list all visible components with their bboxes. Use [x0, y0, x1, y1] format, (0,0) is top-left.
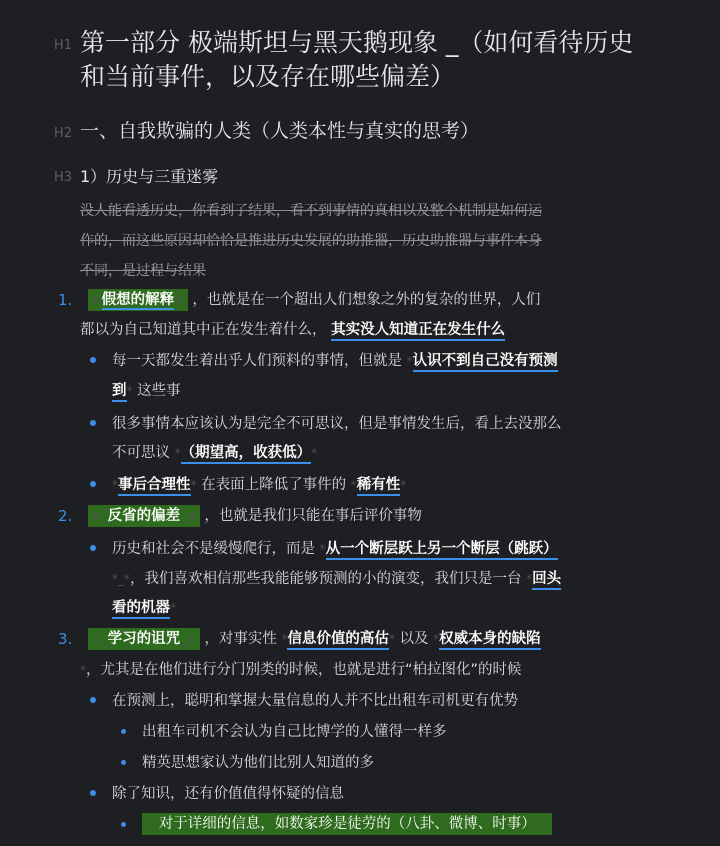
underlined-text: 信息价值的高估: [287, 631, 389, 650]
list-number-3: 3.: [58, 630, 73, 648]
sub-bullet-item[interactable]: 出租车司机不会认为自己比博学的人懂得一样多: [142, 724, 447, 740]
highlighted-term: ::_反省的偏差_::: [88, 505, 200, 527]
bullet-item-continuation[interactable]: 不可思议 *（期望高，收获低）*: [112, 442, 317, 464]
highlighted-term: ::_学习的诅咒_::: [88, 628, 200, 650]
list-item-3-line-2[interactable]: *，尤其是在他们进行分门别类的时候，也就是进行“柏拉图化”的时候: [80, 662, 522, 678]
bullet-icon: [90, 697, 96, 703]
bullet-icon: [90, 420, 96, 426]
heading-3[interactable]: 1）历史与三重迷雾: [80, 167, 219, 186]
h3-marker: H3: [54, 170, 73, 185]
bullet-item[interactable]: 很多事情本应该认为是完全不可思议，但是事情发生后，看上去没那么: [112, 416, 562, 432]
heading-1-line-2: 和当前事件，以及存在哪些偏差）: [80, 62, 456, 91]
h1-marker: H1: [54, 38, 73, 53]
list-item-1-line-2[interactable]: 都以为自己知道其中正在发生着什么， 其实没人知道正在发生什么: [80, 319, 505, 341]
bullet-item[interactable]: 在预测上，聪明和掌握大量信息的人并不比出租车司机更有优势: [112, 693, 518, 709]
bullet-item[interactable]: *事后合理性* 在表面上降低了事件的 *稀有性*: [112, 474, 406, 496]
bullet-icon: [90, 357, 96, 363]
bullet-item-continuation[interactable]: 看的机器*: [112, 597, 176, 619]
sub-bullet-icon: [121, 822, 126, 827]
bullet-icon: [90, 790, 96, 796]
underlined-text: 看的机器: [112, 600, 170, 619]
underlined-text: 从一个断层跃上另一个断层（跳跃）: [326, 541, 558, 560]
heading-1[interactable]: [80, 26, 680, 94]
list-item-1-line-1[interactable]: ::假想的解释:: ，也就是在一个超出人们想象之外的复杂的世界，人们: [88, 289, 540, 311]
bullet-item[interactable]: 除了知识，还有价值值得怀疑的信息: [112, 786, 344, 802]
bullet-item-continuation[interactable]: *_*，我们喜欢相信那些我能能够预测的小的演变，我们只是一台 *回头: [112, 568, 561, 590]
underlined-text: 稀有性: [357, 477, 401, 496]
list-item-2-line-1[interactable]: ::_反省的偏差_:: ，也就是我们只能在事后评价事物: [88, 505, 422, 527]
h2-marker: H2: [54, 126, 73, 141]
underlined-text: 其实没人知道正在发生什么: [331, 322, 505, 341]
strikethrough-paragraph[interactable]: [80, 196, 650, 286]
underlined-text: 事后合理性: [118, 477, 191, 496]
underlined-text: 权威本身的缺陷: [439, 631, 541, 650]
heading-2[interactable]: 一、自我欺骗的人类（人类本性与真实的思考）: [80, 120, 480, 142]
strikethrough-line: 作的，而这些原因却恰恰是推进历史发展的助推器，历史助推器与事件本身: [80, 233, 542, 249]
list-number-2: 2.: [58, 507, 73, 525]
underlined-text: 到: [112, 383, 127, 402]
heading-1-line-1: 第一部分 极端斯坦与黑天鹅现象 _（如何看待历史: [80, 28, 634, 57]
sub-bullet-icon: [121, 760, 126, 765]
underlined-text: （期望高，收获低）: [181, 445, 312, 464]
sub-bullet-item[interactable]: [142, 813, 552, 835]
list-item-3-line-1[interactable]: ::_学习的诅咒_:: ，对事实性 *信息价值的高估* 以及 *权威本身的缺陷: [88, 628, 541, 650]
bullet-icon: [90, 545, 96, 551]
sub-bullet-icon: [121, 729, 126, 734]
bullet-icon: [90, 481, 96, 487]
sub-bullet-item[interactable]: 精英思想家认为他们比别人知道的多: [142, 755, 374, 771]
bullet-item[interactable]: 历史和社会不是缓慢爬行，而是 *从一个断层跃上另一个断层（跳跃）: [112, 538, 558, 560]
strikethrough-line: 不同，是过程与结果: [80, 263, 206, 279]
underlined-text: 回头: [532, 571, 561, 590]
highlighted-term: ::假想的解释::: [88, 289, 188, 311]
underlined-text: 认识不到自己没有预测: [413, 353, 558, 372]
bullet-item[interactable]: 每一天都发生着出乎人们预料的事情，但就是 *认识不到自己没有预测: [112, 350, 558, 372]
bullet-item-continuation[interactable]: 到* 这些事: [112, 380, 181, 402]
highlighted-text: :: 对于详细的信息，如数家珍是徒劳的（八卦、微博、时事） ::: [142, 813, 552, 835]
strikethrough-line: 没人能看透历史，你看到了结果，看不到事情的真相以及整个机制是如何运: [80, 203, 542, 219]
list-number-1: 1.: [58, 291, 73, 309]
